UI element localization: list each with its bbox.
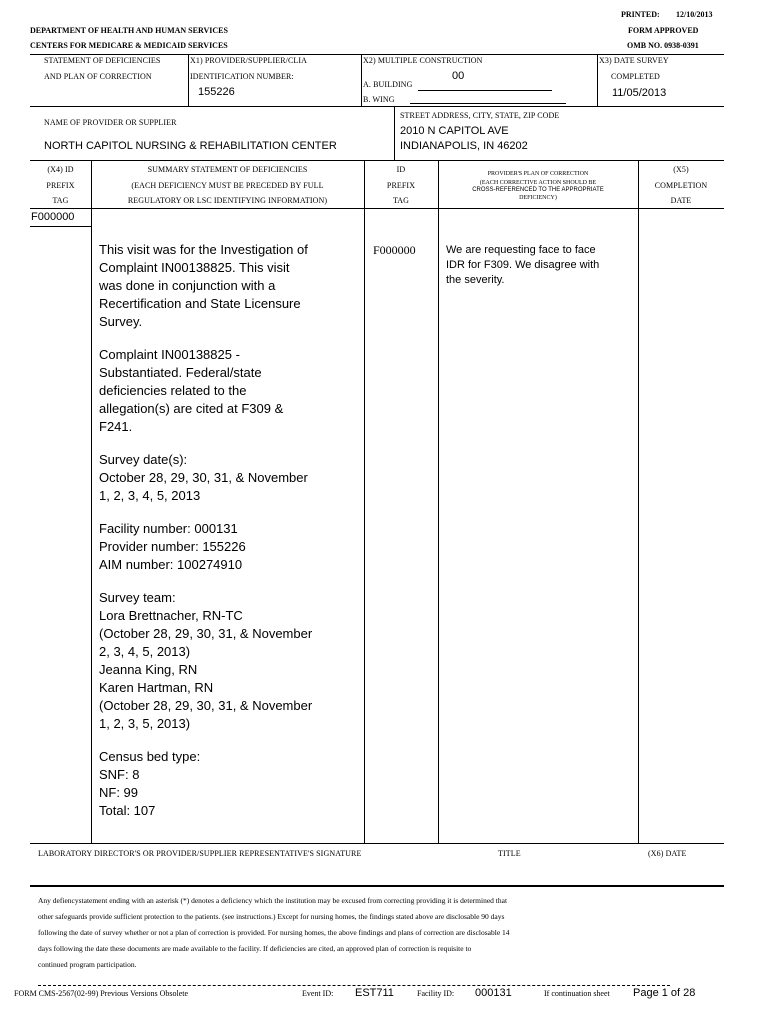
survey-date: 11/05/2013 [612,87,667,99]
col-x4-2: PREFIX [46,181,75,190]
facility-label: Facility ID: [417,989,455,998]
provider-name-label: NAME OF PROVIDER OR SUPPLIER [44,118,177,127]
right-tag: F000000 [373,243,416,257]
page-number: Page 1 of 28 [633,987,696,999]
facility-id: 000131 [475,987,512,999]
statement-label: STATEMENT OF DEFICIENCIES [44,56,161,65]
building-value: 00 [452,70,465,82]
centers-name: CENTERS FOR MEDICARE & MEDICAID SERVICES [30,41,228,50]
x1-label-2: IDENTIFICATION NUMBER: [190,72,294,81]
event-label: Event ID: [302,989,334,998]
provider-name: NORTH CAPITOL NURSING & REHABILITATION CENTER [44,140,337,152]
event-id: EST711 [355,987,394,999]
col-summary-2: (EACH DEFICIENCY MUST BE PRECEDED BY FULL [131,181,324,190]
x2-label: X2) MULTIPLE CONSTRUCTION [363,56,483,65]
signature-label: LABORATORY DIRECTOR'S OR PROVIDER/SUPPLIER REPRESENTATIVE'S SIGNATURE [38,849,362,858]
provider-id: 155226 [198,86,235,98]
col-summary-3: REGULATORY OR LSC IDENTIFYING INFORMATION) [127,196,328,205]
summary-paragraph: Survey date(s): October 28, 29, 30, 31, & November 1, 2, 3, 4, 5, 2013 [99,452,308,503]
disclaimer-line: continued program participation. [38,960,137,969]
col-poc-4: DEFICIENCY) [519,195,557,201]
col-poc-1: PROVIDER'S PLAN OF CORRECTION [487,171,589,177]
summary-paragraph: Survey team: Lora Brettnacher, RN-TC (October 28, 29, 30, 31, & November 2, 3, 4, 5, 2013) Jeanna King, RN Karen Hartman, RN (October 28, 29, 30, 31, & November 1, 2, 3, 5, 2013) [99,590,313,731]
form-number: FORM CMS-2567(02-99) Previous Versions Obsolete [14,989,189,998]
col-id-2: PREFIX [386,181,416,190]
omb-number: OMB NO. 0938-0391 [627,41,699,50]
wing-label: B. WING [363,95,395,104]
date-label: (X6) DATE [648,849,687,858]
col-poc-3: CROSS-REFERENCED TO THE APPROPRIATE [472,187,604,193]
summary-statement [99,241,361,835]
address-line1: 2010 N CAPITOL AVE [400,125,509,137]
address-label: STREET ADDRESS, CITY, STATE, ZIP CODE [400,111,560,120]
disclaimer-line: Any defiencystatement ending with an asterisk (*) denotes a deficiency which the institution may be excused from correcting providing it is determined that [38,896,508,905]
disclaimer-line: days following the date these documents are made available to the facility. If deficiencies are cited, an approved plan of correction is requisite to [38,944,472,953]
summary-paragraph: Census bed type: SNF: 8 NF: 99 Total: 107 [99,749,201,818]
x1-label: X1) PROVIDER/SUPPLIER/CLIA [190,56,308,65]
printed-label: PRINTED: [621,10,660,19]
col-x5-2: COMPLETION [654,181,708,190]
department-name: DEPARTMENT OF HEALTH AND HUMAN SERVICES [30,26,228,35]
building-label: A. BUILDING [363,80,413,89]
x3-label: X3) DATE SURVEY [599,56,669,65]
col-id-3: TAG [392,196,410,205]
col-x5-1: (X5) [673,165,689,174]
address-line2: INDIANAPOLIS, IN 46202 [400,140,528,152]
col-x4-3: TAG [52,196,69,205]
printed-date: 12/10/2013 [676,10,713,19]
summary-paragraph: This visit was for the Investigation of Complaint IN00138825. This visit was done in conjunction with a Recertification and State Licensure Survey. [99,242,308,329]
left-tag: F000000 [31,211,75,223]
continuation-label: If continuation sheet [544,989,610,998]
col-id-1: ID [396,165,406,174]
plan-label: AND PLAN OF CORRECTION [44,72,152,81]
plan-of-correction: We are requesting face to face IDR for F309. We disagree with the severity. [446,244,600,286]
col-x4-1: (X4) ID [47,165,74,174]
col-summary-1: SUMMARY STATEMENT OF DEFICIENCIES [147,165,308,174]
col-x5-3: DATE [670,196,692,205]
form-approved: FORM APPROVED [628,26,699,35]
summary-paragraph: Facility number: 000131 Provider number: 155226 AIM number: 100274910 [99,521,246,572]
disclaimer-line: other safeguards provide sufficient protection to the patients. (see instructions.) Except for nursing homes, the findings stated above are disclosable 90 days [38,912,505,921]
summary-paragraph: Complaint IN00138825 - Substantiated. Federal/state deficiencies related to the allegation(s) are cited at F309 & F241. [99,347,284,434]
disclaimer [38,893,718,973]
col-poc-2: (EACH CORRECTIVE ACTION SHOULD BE [479,180,597,186]
disclaimer-line: following the date of survey whether or not a plan of correction is provided. For nursing homes, the above findings and plans of correction are disclosable 14 [38,928,510,937]
x3-label-2: COMPLETED [611,72,660,81]
title-label: TITLE [498,849,521,858]
